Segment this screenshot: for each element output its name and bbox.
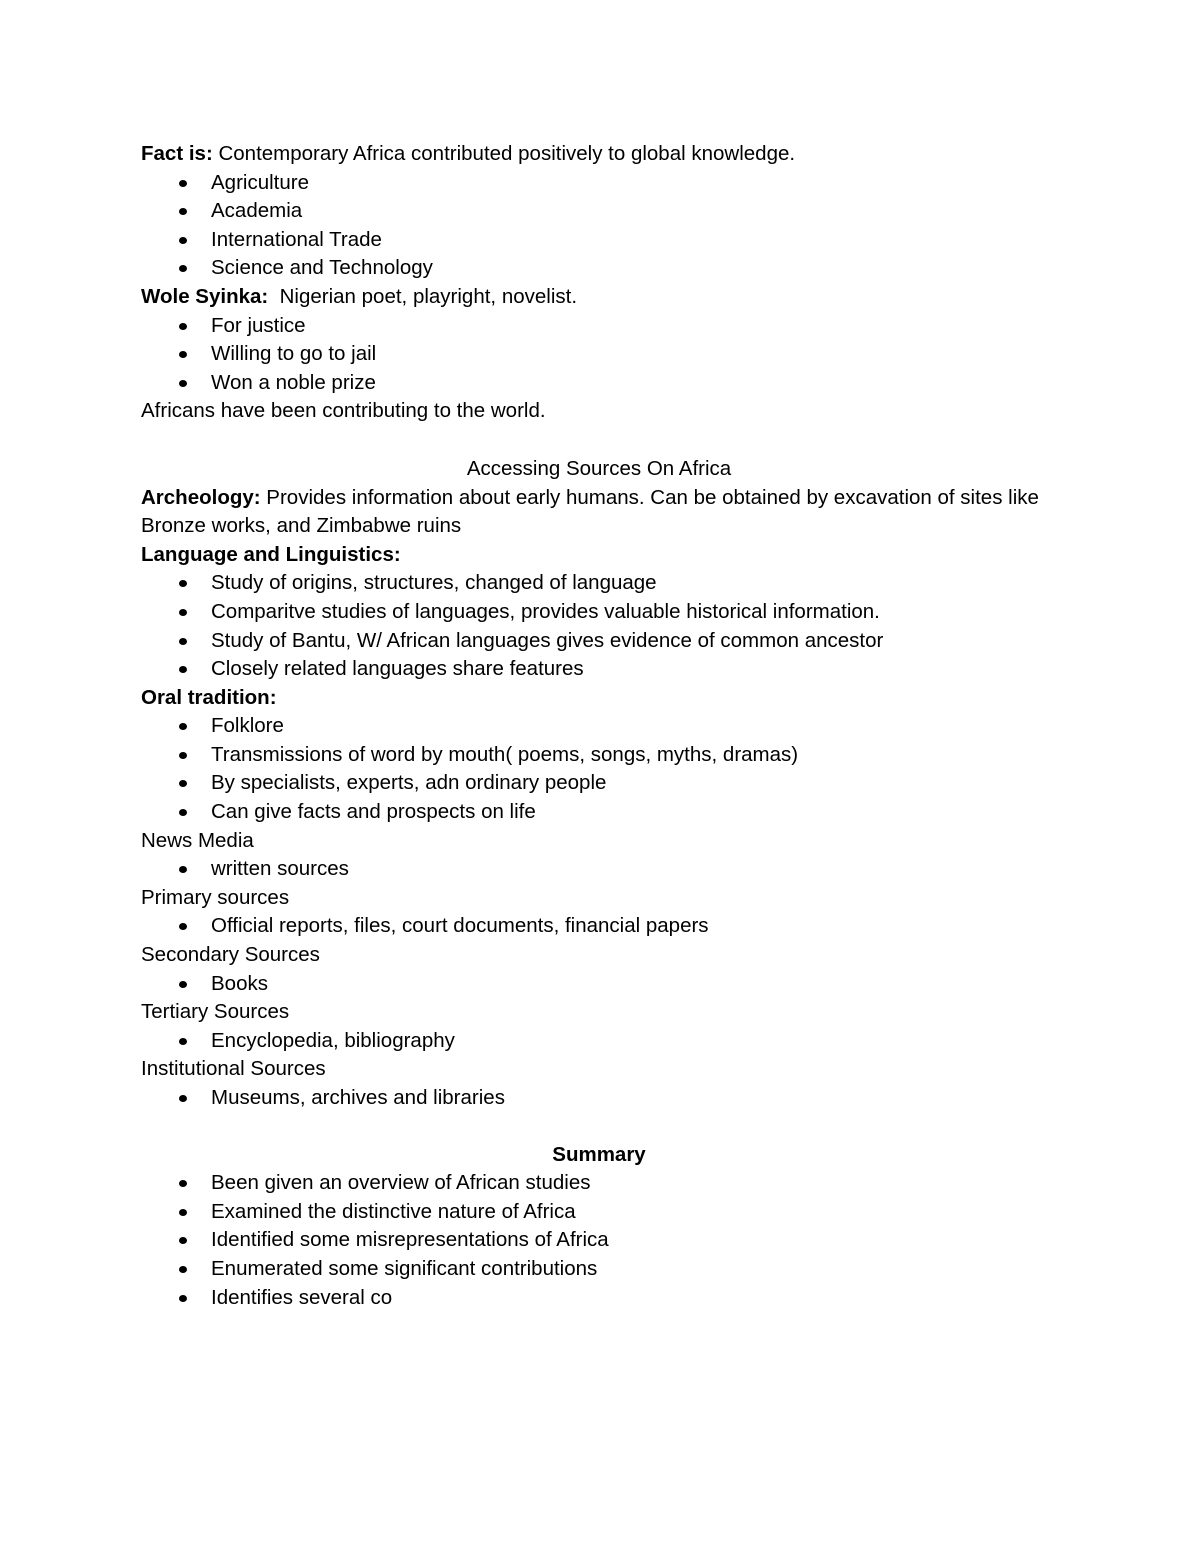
- bullet-icon: [179, 351, 187, 358]
- list-item-text: Encyclopedia, bibliography: [211, 1028, 455, 1052]
- list-item-text: Agriculture: [211, 170, 309, 194]
- bullet-icon: [179, 866, 187, 873]
- closing-line: Africans have been contributing to the world.: [141, 399, 546, 423]
- bullet-icon: [179, 923, 187, 930]
- list-item: [141, 855, 1061, 884]
- archeology-text: Provides information about early humans. Can be obtained by excavation of sites like Bronze works, and Zimbabwe ruins: [141, 485, 1039, 538]
- bullet-icon: [179, 323, 187, 330]
- list-item-text: Identifies several co: [211, 1285, 393, 1309]
- list-item-text: Been given an overview of African studies: [211, 1171, 591, 1195]
- wole-label: Wole Syinka:: [141, 284, 269, 308]
- institutional-label: Institutional Sources: [141, 1057, 326, 1081]
- fact-label: Fact is:: [141, 142, 213, 165]
- bullet-icon: [179, 1266, 187, 1273]
- list-item-text: By specialists, experts, adn ordinary people: [211, 771, 607, 795]
- bullet-icon: [179, 666, 187, 673]
- list-item-text: Comparitve studies of languages, provides valuable historical information.: [211, 599, 880, 623]
- bullet-icon: [179, 208, 187, 215]
- bullet-icon: [179, 1237, 187, 1244]
- list-item: [141, 1169, 1061, 1198]
- document-page: [141, 140, 1061, 1312]
- list-item: [141, 741, 1061, 770]
- list-item: [141, 769, 1061, 798]
- list-item-text: Museums, archives and libraries: [211, 1086, 505, 1109]
- list-item-text: Won a noble prize: [211, 370, 376, 394]
- list-item: [141, 712, 1061, 741]
- list-item-text: Transmissions of word by mouth( poems, songs, myths, dramas): [211, 742, 799, 766]
- list-item: [141, 798, 1061, 827]
- bullet-icon: [179, 752, 187, 759]
- list-item-text: Academia: [211, 199, 303, 223]
- wole-line: [141, 283, 1061, 312]
- list-item: [141, 226, 1061, 255]
- tertiary-label: Tertiary Sources: [141, 1000, 290, 1024]
- bullet-icon: [179, 1038, 187, 1045]
- list-item: [141, 1284, 1061, 1313]
- list-item-text: Examined the distinctive nature of Africa: [211, 1199, 576, 1223]
- list-item: [141, 1255, 1061, 1284]
- bullet-icon: [179, 380, 187, 387]
- list-item: [141, 340, 1061, 369]
- archeology-paragraph: [141, 484, 1061, 541]
- list-item: [141, 912, 1061, 941]
- bullet-icon: [179, 1180, 187, 1187]
- list-item: [141, 197, 1061, 226]
- bullet-icon: [179, 1295, 187, 1302]
- primary-label: Primary sources: [141, 885, 290, 909]
- bullet-icon: [179, 981, 187, 988]
- list-item-text: Official reports, files, court documents, financial papers: [211, 914, 709, 938]
- list-item: [141, 312, 1061, 341]
- list-item-text: Enumerated some significant contributions: [211, 1256, 598, 1280]
- bullet-icon: [179, 809, 187, 816]
- list-item-text: Can give facts and prospects on life: [211, 800, 536, 824]
- secondary-label: Secondary Sources: [141, 943, 320, 967]
- bullet-icon: [179, 180, 187, 187]
- list-item-text: For justice: [211, 313, 306, 337]
- list-item: [141, 254, 1061, 283]
- linguistics-label: Language and Linguistics:: [141, 542, 401, 566]
- bullet-icon: [179, 638, 187, 645]
- bullet-icon: [179, 723, 187, 730]
- summary-heading: Summary: [552, 1142, 646, 1166]
- section-heading: Accessing Sources On Africa: [466, 456, 732, 480]
- list-item: [141, 369, 1061, 398]
- list-item-text: International Trade: [211, 227, 382, 251]
- list-item-text: Study of origins, structures, changed of language: [211, 571, 657, 595]
- fact-text: Contemporary Africa contributed positively to global knowledge.: [212, 142, 796, 165]
- list-item-text: Study of Bantu, W/ African languages gives evidence of common ancestor: [211, 628, 884, 652]
- bullet-icon: [179, 265, 187, 272]
- bullet-icon: [179, 1095, 187, 1102]
- list-item: [141, 1084, 1061, 1113]
- bullet-icon: [179, 237, 187, 244]
- spacer: [141, 426, 1061, 455]
- list-item-text: Science and Technology: [211, 256, 433, 280]
- fact-line: [141, 140, 1061, 169]
- bullet-icon: [179, 580, 187, 587]
- list-item: [141, 1027, 1061, 1056]
- list-item-text: Identified some misrepresentations of Africa: [211, 1228, 609, 1252]
- wole-text: Nigerian poet, playright, novelist.: [268, 284, 578, 308]
- bullet-icon: [179, 609, 187, 616]
- list-item: [141, 655, 1061, 684]
- news-label: News Media: [141, 828, 254, 852]
- bullet-icon: [179, 1209, 187, 1216]
- bullet-icon: [179, 780, 187, 787]
- list-item: [141, 1198, 1061, 1227]
- list-item-text: Books: [211, 971, 268, 995]
- list-item: [141, 169, 1061, 198]
- list-item: [141, 970, 1061, 999]
- list-item-text: written sources: [211, 857, 349, 881]
- spacer: [141, 1113, 1061, 1141]
- list-item: [141, 627, 1061, 656]
- list-item: [141, 598, 1061, 627]
- list-item: [141, 569, 1061, 598]
- list-item: [141, 1226, 1061, 1255]
- archeology-label: Archeology:: [141, 485, 261, 509]
- list-item-text: Willing to go to jail: [211, 342, 377, 366]
- list-item-text: Closely related languages share features: [211, 657, 584, 681]
- list-item-text: Folklore: [211, 714, 284, 738]
- oral-label: Oral tradition:: [141, 685, 277, 709]
